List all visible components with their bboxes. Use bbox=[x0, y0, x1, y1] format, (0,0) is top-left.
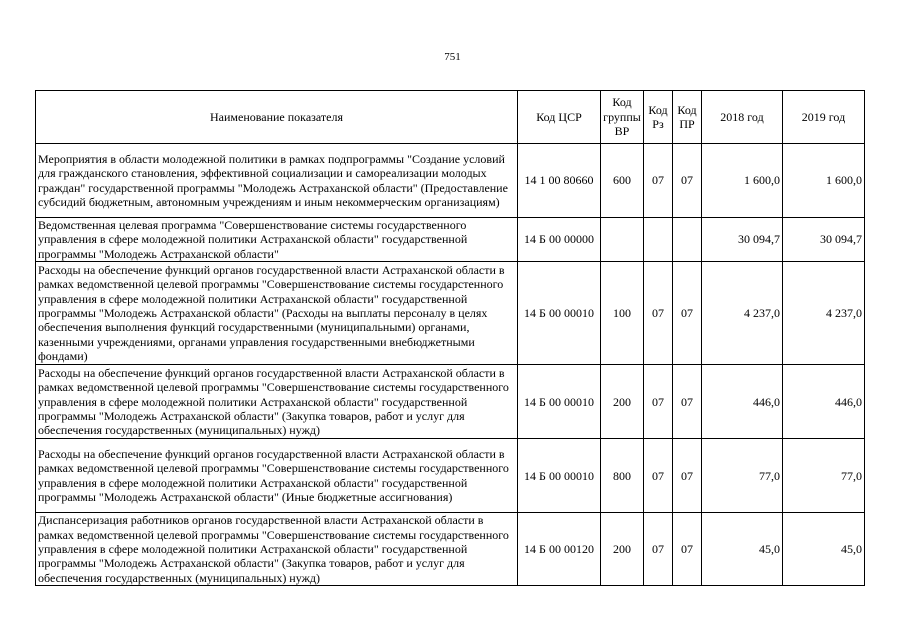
cell-vr bbox=[601, 218, 644, 262]
table-row bbox=[36, 513, 865, 586]
table-header-row bbox=[36, 91, 865, 144]
cell-2018: 446,0 bbox=[702, 365, 783, 439]
cell-rz bbox=[644, 218, 673, 262]
cell-rz: 07 bbox=[644, 513, 673, 586]
cell-vr: 200 bbox=[601, 365, 644, 439]
cell-pr bbox=[673, 218, 702, 262]
cell-vr: 100 bbox=[601, 262, 644, 365]
cell-rz: 07 bbox=[644, 144, 673, 218]
cell-rz: 07 bbox=[644, 365, 673, 439]
cell-pr: 07 bbox=[673, 439, 702, 513]
table-row bbox=[36, 218, 865, 262]
header-2019: 2019 год bbox=[783, 91, 865, 144]
budget-table bbox=[35, 90, 865, 586]
cell-csr: 14 Б 00 00010 bbox=[518, 365, 601, 439]
cell-csr: 14 Б 00 00010 bbox=[518, 439, 601, 513]
cell-2019: 30 094,7 bbox=[783, 218, 865, 262]
cell-name: Расходы на обеспечение функций органов государственной власти Астраханской области в рамках ведомственной целевой программы "Совершенствование системы государственного управления в сфере молодежной политики Астраханской области" государственной программы "Молодежь Астраханской области" (Закупка товаров, работ и услуг для обеспечения государственных (муниципальных) нужд) bbox=[36, 365, 518, 439]
cell-2018: 4 237,0 bbox=[702, 262, 783, 365]
table-row bbox=[36, 365, 865, 439]
cell-rz: 07 bbox=[644, 262, 673, 365]
cell-pr: 07 bbox=[673, 144, 702, 218]
cell-csr: 14 Б 00 00120 bbox=[518, 513, 601, 586]
header-name: Наименование показателя bbox=[36, 91, 518, 144]
cell-vr: 200 bbox=[601, 513, 644, 586]
page-number: 751 bbox=[444, 51, 461, 63]
cell-pr: 07 bbox=[673, 262, 702, 365]
cell-2018: 77,0 bbox=[702, 439, 783, 513]
header-vr: Код группы ВР bbox=[601, 91, 644, 144]
header-2018: 2018 год bbox=[702, 91, 783, 144]
cell-pr: 07 bbox=[673, 365, 702, 439]
cell-2018: 45,0 bbox=[702, 513, 783, 586]
cell-2018: 1 600,0 bbox=[702, 144, 783, 218]
cell-2019: 446,0 bbox=[783, 365, 865, 439]
cell-vr: 600 bbox=[601, 144, 644, 218]
cell-2019: 1 600,0 bbox=[783, 144, 865, 218]
cell-vr: 800 bbox=[601, 439, 644, 513]
cell-csr: 14 Б 00 00000 bbox=[518, 218, 601, 262]
cell-name: Диспансеризация работников органов государственной власти Астраханской области в рамках ведомственной целевой программы "Совершенствование системы государственного управления в сфере молодежной политики Астраханской области" государственной программы "Молодежь Астраханской области" (Закупка товаров, работ и услуг для обеспечения государственных (муниципальных) нужд) bbox=[36, 513, 518, 586]
cell-2019: 4 237,0 bbox=[783, 262, 865, 365]
header-csr: Код ЦСР bbox=[518, 91, 601, 144]
cell-name: Мероприятия в области молодежной политики в рамках подпрограммы "Создание условий для гражданского становления, эффективной социализации и самореализации молодых граждан" государственной программы "Молодежь Астраханской области" (Предоставление субсидий бюджетным, автономным учреждениям и иным некоммерческим организациям) bbox=[36, 144, 518, 218]
cell-2019: 77,0 bbox=[783, 439, 865, 513]
table-row bbox=[36, 144, 865, 218]
cell-rz: 07 bbox=[644, 439, 673, 513]
cell-pr: 07 bbox=[673, 513, 702, 586]
cell-name: Ведомственная целевая программа "Совершенствование системы государственного управления в сфере молодежной политики Астраханской области" государственной программы "Молодежь Астраханской области" bbox=[36, 218, 518, 262]
cell-name: Расходы на обеспечение функций органов государственной власти Астраханской области в рамках ведомственной целевой программы "Совершенствование системы государстенного управления в сфере молодежной политики Астраханской области" государственной программы "Молодежь Астраханской области" (Расходы на выплаты персоналу в целях обеспечения выполнения функций государственными (муниципальными) органами, казенными учреждениями, органами управления государственными внебюджетными фондами) bbox=[36, 262, 518, 365]
cell-csr: 14 Б 00 00010 bbox=[518, 262, 601, 365]
cell-2018: 30 094,7 bbox=[702, 218, 783, 262]
header-pr: Код ПР bbox=[673, 91, 702, 144]
header-rz: Код Рз bbox=[644, 91, 673, 144]
cell-csr: 14 1 00 80660 bbox=[518, 144, 601, 218]
cell-2019: 45,0 bbox=[783, 513, 865, 586]
table-row bbox=[36, 439, 865, 513]
cell-name: Расходы на обеспечение функций органов государственной власти Астраханской области в рамках ведомственной целевой программы "Совершенствование системы государственного управления в сфере молодежной политики Астраханской области" государственной программы "Молодежь Астраханской области" (Иные бюджетные ассигнования) bbox=[36, 439, 518, 513]
table-row bbox=[36, 262, 865, 365]
